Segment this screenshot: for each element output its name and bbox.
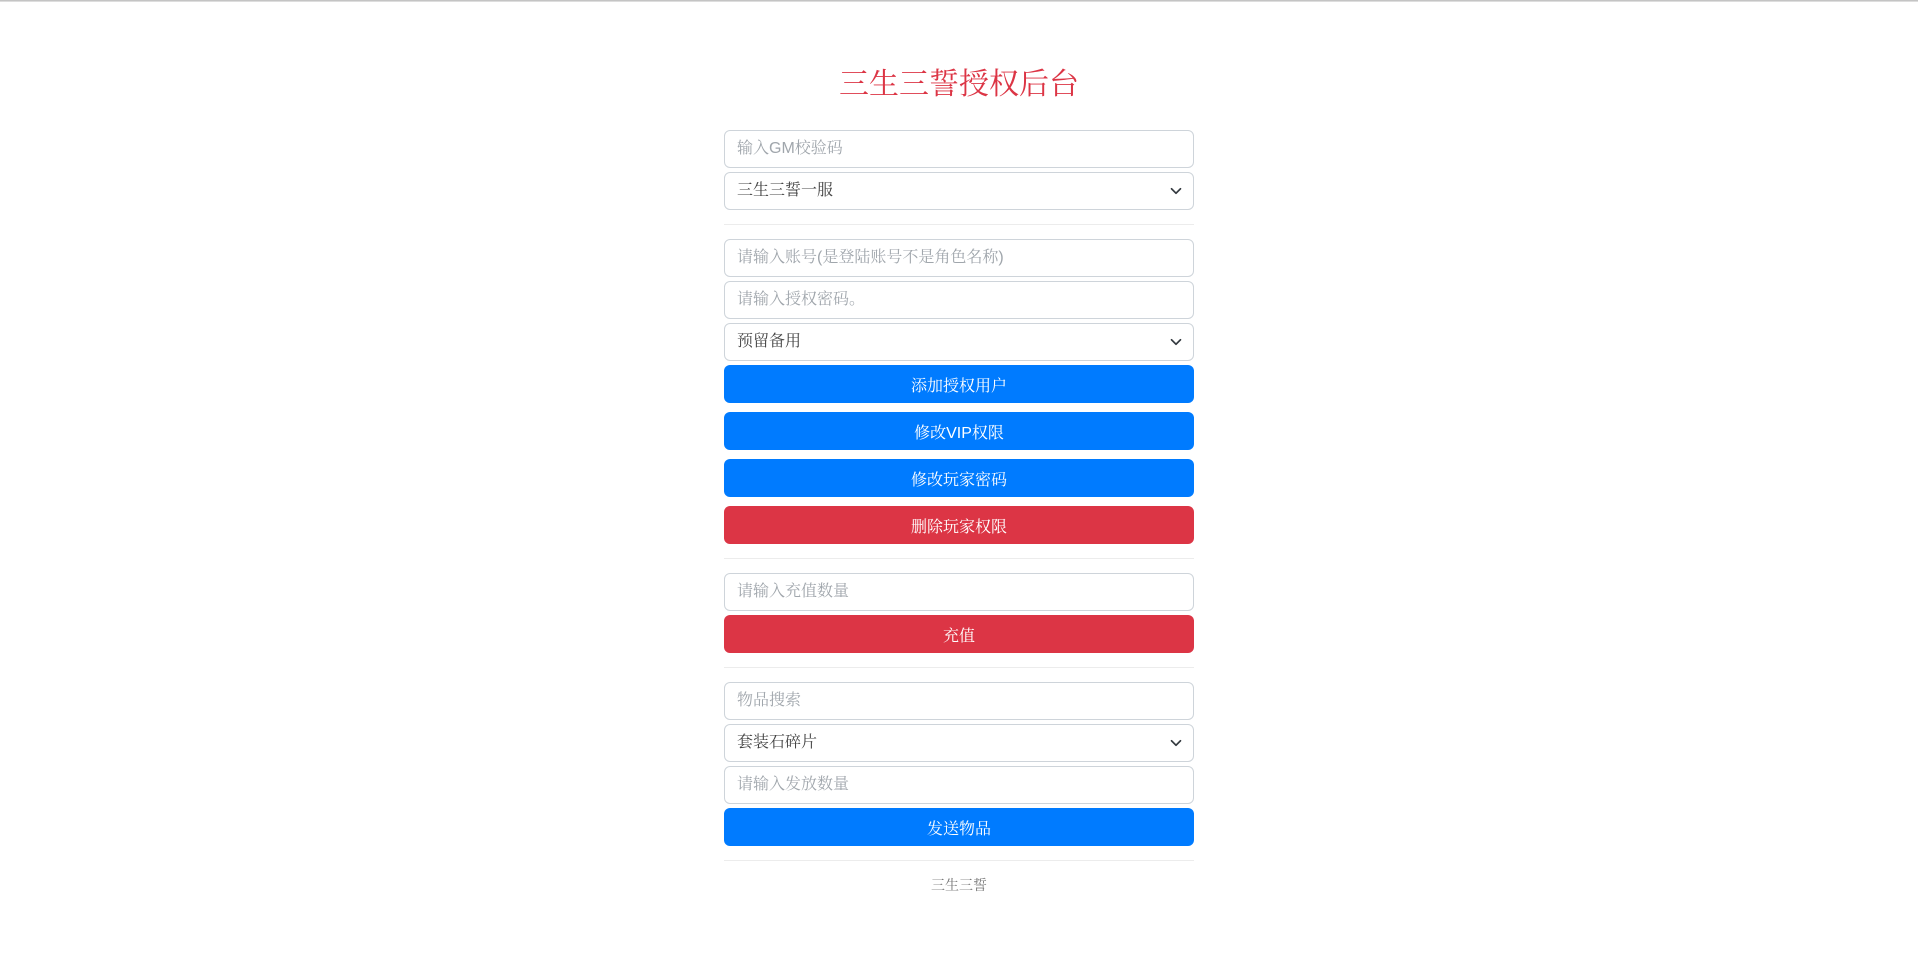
add-auth-user-button[interactable]: 添加授权用户 [724,365,1194,403]
auth-password-input[interactable] [724,281,1194,319]
gm-code-input[interactable] [724,130,1194,168]
item-search-input[interactable] [724,682,1194,720]
server-select-wrap [724,172,1194,210]
page-title: 三生三誓授权后台 [839,68,1079,101]
modify-vip-button[interactable]: 修改VIP权限 [724,412,1194,450]
footer-text: 三生三誓 [931,877,987,893]
modify-player-password-button[interactable]: 修改玩家密码 [724,459,1194,497]
item-select[interactable] [724,724,1194,762]
main-form-container [724,0,1194,935]
recharge-button[interactable]: 充值 [724,615,1194,653]
account-input[interactable] [724,239,1194,277]
divider [724,667,1194,668]
divider [724,860,1194,861]
server-select[interactable] [724,172,1194,210]
reserve-select[interactable] [724,323,1194,361]
item-select-wrap [724,724,1194,762]
send-item-button[interactable]: 发送物品 [724,808,1194,846]
divider [724,558,1194,559]
delete-player-permission-button[interactable]: 删除玩家权限 [724,506,1194,544]
reserve-select-wrap [724,323,1194,361]
window-top-edge [0,0,1918,2]
grant-quantity-input[interactable] [724,766,1194,804]
divider [724,224,1194,225]
recharge-amount-input[interactable] [724,573,1194,611]
